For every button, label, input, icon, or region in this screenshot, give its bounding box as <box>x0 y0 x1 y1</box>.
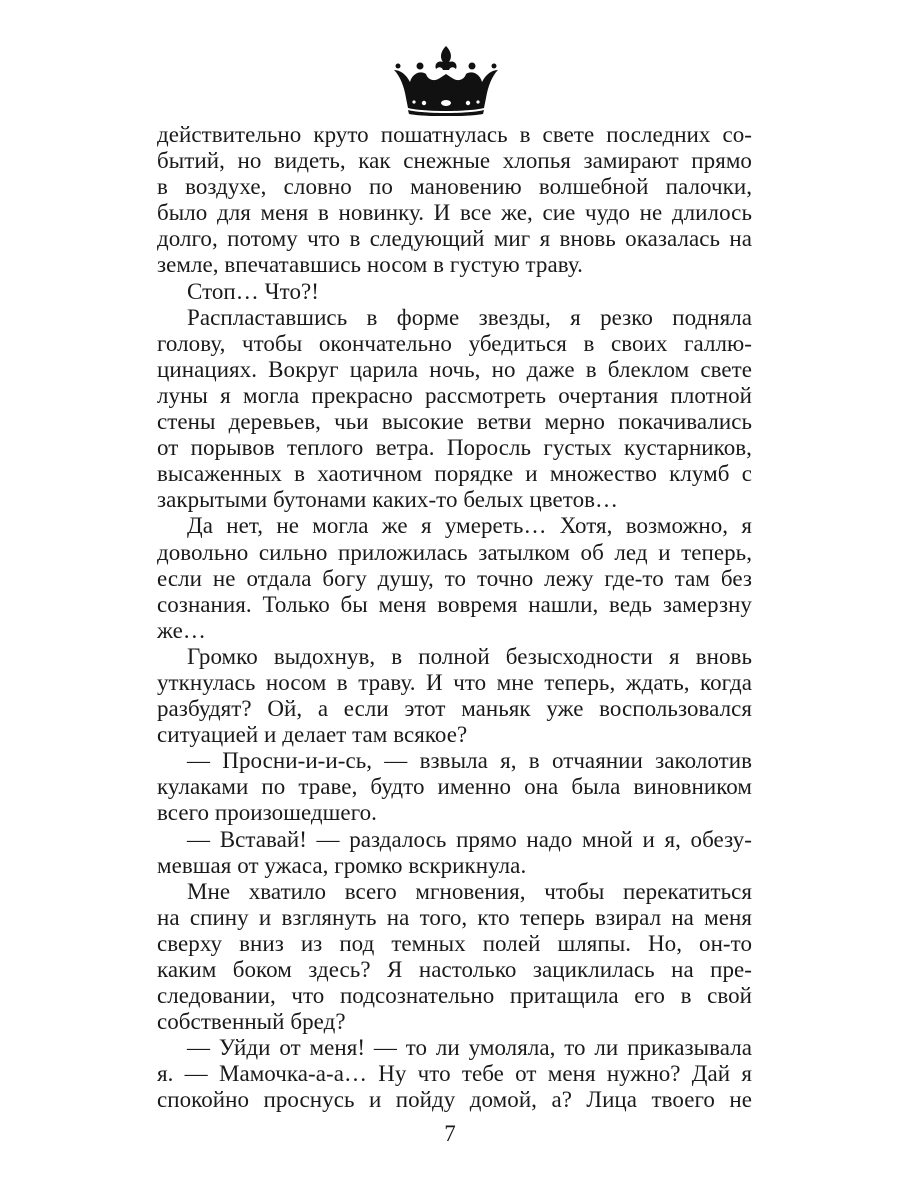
text-line: спокойно проснусь и пойду домой, а? Лица твоего не <box>157 1087 752 1113</box>
text-line: в воздухе, словно по мановению волшебной палочки, <box>157 174 752 200</box>
text-line: Распластавшись в форме звезды, я резко подняла <box>187 304 752 330</box>
text-line: мевшая от ужаса, громко вскрикнула. <box>157 852 527 878</box>
body-text <box>157 122 752 1114</box>
text-line: если не отдала богу душу, то точно лежу где-то там без <box>157 565 752 591</box>
text-line: сознания. Только бы меня вовремя нашли, ведь замерзну <box>157 591 752 617</box>
crown-icon <box>390 44 502 116</box>
text-line: действительно круто пошатнулась в свете последних со- <box>157 122 752 147</box>
text-line: Да нет, не могла же я умереть… Хотя, возможно, я <box>187 513 752 539</box>
text-line: стены деревьев, чьи высокие ветви мерно покачивались <box>157 409 752 435</box>
text-line: луны я могла прекрасно рассмотреть очертания плотной <box>157 382 752 408</box>
text-line: сверху вниз из под темных полей шляпы. Но, он-то <box>157 930 752 956</box>
text-line: — Просни-и-и-сь, — взвыла я, в отчаянии заколотив <box>187 748 752 774</box>
text-line: — Вставай! — раздалось прямо надо мной и я, обезу- <box>187 826 752 852</box>
text-line: всего произошедшего. <box>157 800 377 826</box>
text-line: на спину и взглянуть на того, кто теперь взирал на меня <box>157 904 752 930</box>
text-line: каким боком здесь? Я настолько зациклилась на пре- <box>157 957 752 982</box>
text-line: следовании, что подсознательно притащила его в свой <box>157 983 752 1009</box>
text-line: я. — Мамочка-а-а… Ну что тебе от меня нужно? Дай я <box>157 1061 752 1087</box>
text-line: высаженных в хаотичном порядке и множество клумб с <box>157 461 752 487</box>
text-line: собственный бред? <box>157 1009 346 1035</box>
text-line: цинациях. Вокруг царила ночь, но даже в блеклом свете <box>157 356 752 382</box>
text-line: земле, впечатавшись носом в густую траву. <box>157 252 583 278</box>
text-line: уткнулась носом в траву. И что мне теперь, ждать, когда <box>157 669 752 695</box>
text-line: Мне хватило всего мгновения, чтобы перекатиться <box>187 878 752 904</box>
text-line: долго, потому что в следующий миг я вновь оказалась на <box>157 226 752 252</box>
text-line: было для меня в новинку. И все же, сие чудо не длилось <box>157 200 752 226</box>
page-number: 7 <box>444 1121 456 1146</box>
text-line: закрытыми бутонами каких-то белых цветов… <box>157 487 619 513</box>
text-line: кулаками по траве, будто именно она была виновником <box>157 774 752 800</box>
text-line: довольно сильно приложилась затылком об лед и теперь, <box>157 539 752 565</box>
text-line: Стоп… Что?! <box>187 278 319 304</box>
text-line: бытий, но видеть, как снежные хлопья замирают прямо <box>157 148 752 174</box>
text-line: ситуацией и делает там всякое? <box>157 722 468 748</box>
text-line: разбудят? Ой, а если этот маньяк уже воспользовался <box>157 696 752 722</box>
text-line: — Уйди от меня! — то ли умоляла, то ли приказывала <box>187 1035 752 1061</box>
text-line: от порывов теплого ветра. Поросль густых кустарников, <box>157 435 752 461</box>
text-line: голову, чтобы окончательно убедиться в своих галлю- <box>157 330 752 356</box>
text-line: Громко выдохнув, в полной безысходности я вновь <box>187 643 752 669</box>
text-line: же… <box>157 617 206 643</box>
